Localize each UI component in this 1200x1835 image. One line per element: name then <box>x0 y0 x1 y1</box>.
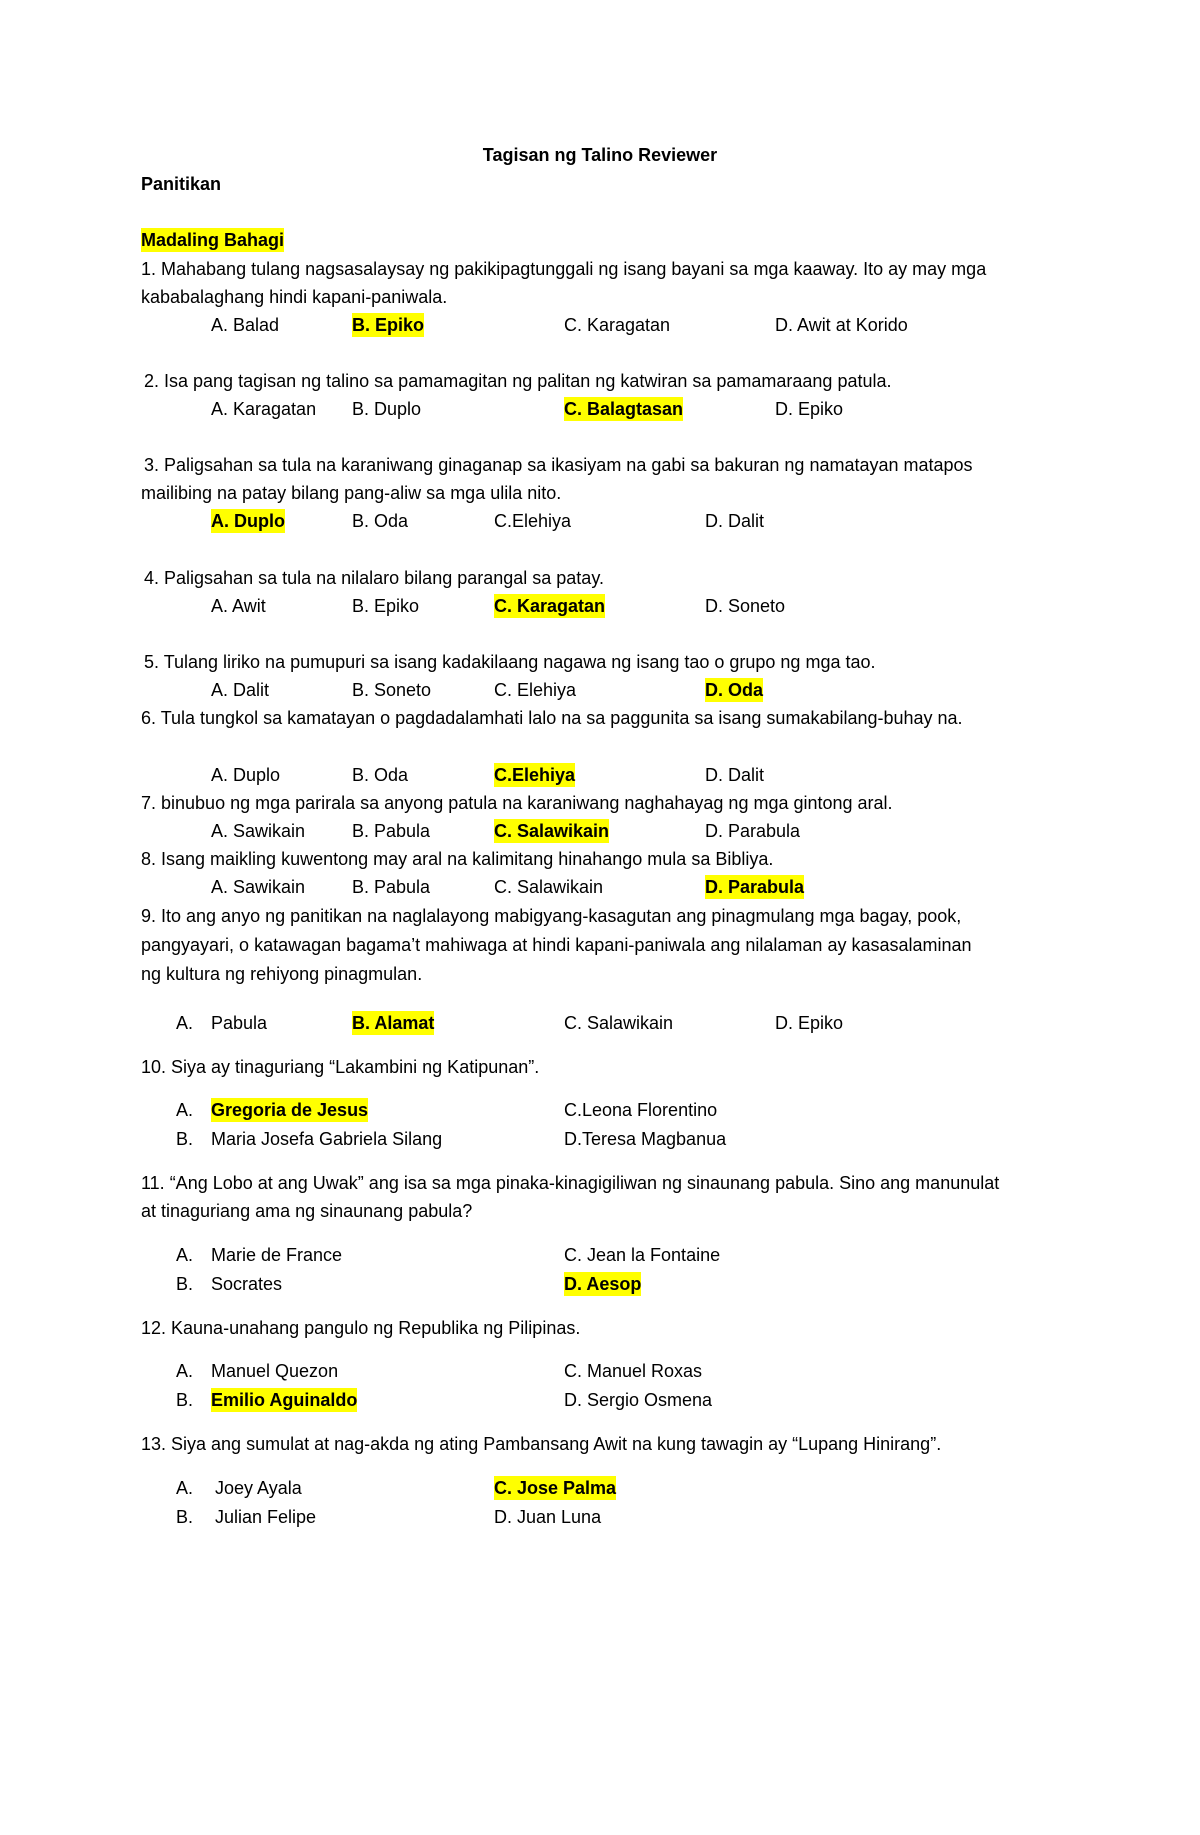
question-text: 4. Paligsahan sa tula na nilalaro bilang parangal sa patay. <box>144 568 604 588</box>
question-text: pangyayari, o katawagan bagama’t mahiwaga at hindi kapani-paniwala ang nilalaman ay kasasalaminan <box>141 935 972 955</box>
choice-b: B. Duplo <box>352 399 422 419</box>
question-text: ng kultura ng rehiyong pinagmulan. <box>141 964 423 984</box>
choice-d: D. Epiko <box>775 1013 844 1033</box>
question-text: 5. Tulang liriko na pumupuri sa isang kadakilaang nagawa ng isang tao o grupo ng mga tao. <box>144 652 876 672</box>
question-text: 13. Siya ang sumulat at nag-akda ng ating Pambansang Awit na kung tawagin ay “Lupang Hinirang”. <box>141 1434 942 1454</box>
question-text: 8. Isang maikling kuwentong may aral na kalimitang hinahango mula sa Bibliya. <box>141 849 774 869</box>
choice-d: D. Awit at Korido <box>775 315 908 335</box>
question-text: 2. Isa pang tagisan ng talino sa pamamagitan ng palitan ng katwiran sa pamamaraang patula. <box>144 371 892 391</box>
choice-a-letter: A. <box>176 1478 194 1498</box>
choice-c-answer: C. Balagtasan <box>564 399 684 419</box>
choice-a: A. Dalit <box>211 680 270 700</box>
choice-c: C. Salawikain <box>564 1013 674 1033</box>
choice-b-letter: B. <box>176 1129 194 1149</box>
choice-b: Julian Felipe <box>215 1507 317 1527</box>
choice-c-answer: C. Jose Palma <box>494 1478 617 1498</box>
choice-c: C.Leona Florentino <box>564 1100 718 1120</box>
question-text: 6. Tula tungkol sa kamatayan o pagdadalamhati lalo na sa paggunita sa isang sumakabilang-buhay na. <box>141 708 963 728</box>
document-title: Tagisan ng Talino Reviewer <box>482 145 718 165</box>
choice-a: A. Duplo <box>211 765 281 785</box>
choice-a: Pabula <box>211 1013 268 1033</box>
choice-a-letter: A. <box>176 1361 194 1381</box>
choice-b: Maria Josefa Gabriela Silang <box>211 1129 443 1149</box>
choice-b: B. Pabula <box>352 821 431 841</box>
choice-d: D. Soneto <box>705 596 786 616</box>
choice-c-answer: C. Salawikain <box>494 821 610 841</box>
choice-d: D. Dalit <box>705 765 765 785</box>
choice-a-letter: A. <box>176 1245 194 1265</box>
choice-b-answer: Emilio Aguinaldo <box>211 1390 358 1410</box>
question-text: 9. Ito ang anyo ng panitikan na naglalayong mabigyang-kasagutan ang pinagmulang mga bagay, pook, <box>141 906 962 926</box>
question-text: kababalaghang hindi kapani-paniwala. <box>141 287 448 307</box>
choice-b: B. Oda <box>352 511 409 531</box>
section-heading: Madaling Bahagi <box>141 230 285 250</box>
choice-a: Marie de France <box>211 1245 343 1265</box>
question-text: at tinaguriang ama ng sinaunang pabula? <box>141 1201 473 1221</box>
choice-b: B. Soneto <box>352 680 432 700</box>
choice-c: C.Elehiya <box>494 511 572 531</box>
choice-c-answer: C. Karagatan <box>494 596 606 616</box>
choice-b: Socrates <box>211 1274 283 1294</box>
choice-b-answer: B. Alamat <box>352 1013 435 1033</box>
choice-d: D. Epiko <box>775 399 844 419</box>
question-text: 12. Kauna-unahang pangulo ng Republika ng Pilipinas. <box>141 1318 581 1338</box>
choice-a: A. Karagatan <box>211 399 317 419</box>
choice-a-letter: A. <box>176 1100 194 1120</box>
question-text: 1. Mahabang tulang nagsasalaysay ng pakikipagtunggali ng isang bayani sa mga kaaway. Ito ay may mga <box>141 259 987 279</box>
choice-c: C. Manuel Roxas <box>564 1361 703 1381</box>
choice-d: D. Dalit <box>705 511 765 531</box>
choice-d: D. Sergio Osmena <box>564 1390 713 1410</box>
question-text: mailibing na patay bilang pang-aliw sa mga ulila nito. <box>141 483 562 503</box>
choice-a-answer: Gregoria de Jesus <box>211 1100 369 1120</box>
choice-c: C. Jean la Fontaine <box>564 1245 721 1265</box>
choice-b-answer: B. Epiko <box>352 315 425 335</box>
question-text: 7. binubuo ng mga parirala sa anyong patula na karaniwang naghahayag ng mga gintong aral. <box>141 793 893 813</box>
choice-b: B. Epiko <box>352 596 420 616</box>
choice-a: Manuel Quezon <box>211 1361 339 1381</box>
choice-a: A. Sawikain <box>211 821 306 841</box>
choice-c: C. Elehiya <box>494 680 577 700</box>
question-text: 10. Siya ay tinaguriang “Lakambini ng Katipunan”. <box>141 1057 540 1077</box>
choice-d: D. Juan Luna <box>494 1507 602 1527</box>
choice-a-answer: A. Duplo <box>211 511 285 531</box>
choice-b-letter: B. <box>176 1507 194 1527</box>
choice-b-letter: B. <box>176 1274 194 1294</box>
question-text: 3. Paligsahan sa tula na karaniwang ginaganap sa ikasiyam na gabi sa bakuran ng namatayan matapos <box>144 455 973 475</box>
choice-a: Joey Ayala <box>215 1478 302 1498</box>
subject-heading: Panitikan <box>141 174 222 194</box>
choice-d-answer: D. Oda <box>705 680 764 700</box>
choice-b-letter: B. <box>176 1390 194 1410</box>
choice-d: D. Parabula <box>705 821 801 841</box>
choice-d-answer: D. Parabula <box>705 877 805 897</box>
choice-d-answer: D. Aesop <box>564 1274 642 1294</box>
choice-d: D.Teresa Magbanua <box>564 1129 727 1149</box>
choice-b: B. Pabula <box>352 877 431 897</box>
choice-c-answer: C.Elehiya <box>494 765 576 785</box>
choice-a: A. Sawikain <box>211 877 306 897</box>
choice-c: C. Karagatan <box>564 315 671 335</box>
choice-b: B. Oda <box>352 765 409 785</box>
choice-c: C. Salawikain <box>494 877 604 897</box>
choice-a: A. Awit <box>211 596 266 616</box>
choice-a: A. Balad <box>211 315 280 335</box>
question-text: 11. “Ang Lobo at ang Uwak” ang isa sa mga pinaka-kinagigiliwan ng sinaunang pabula. Sino ang manunulat <box>141 1173 1000 1193</box>
choice-a-letter: A. <box>176 1013 194 1033</box>
